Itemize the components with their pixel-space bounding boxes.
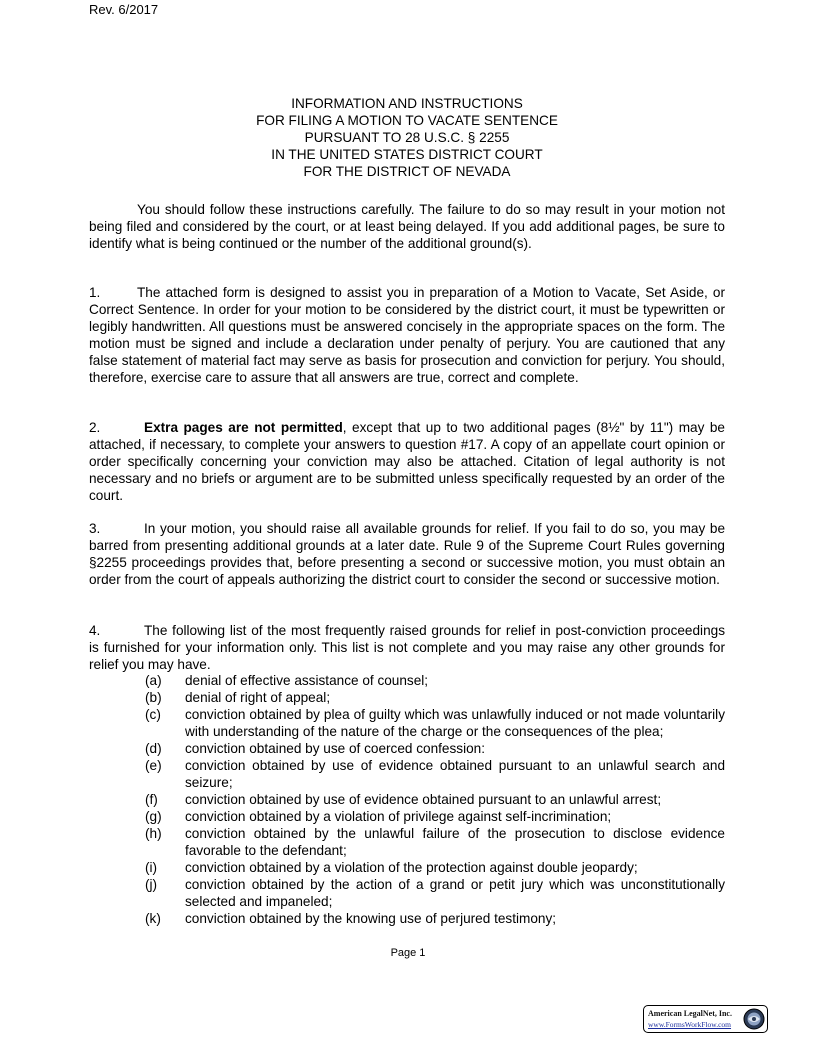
item-bold-lead: Extra pages are not permitted	[144, 420, 343, 435]
list-item	[145, 791, 725, 808]
list-item-label: (c)	[145, 707, 161, 722]
list-item-text: conviction obtained by use of evidence obtained pursuant to an unlawful search and seizure;	[185, 758, 725, 790]
instruction-item-4	[89, 622, 725, 673]
item-number: 4.	[89, 623, 101, 638]
item-text: , except that up to two additional pages (8½" by 11") may be attached, if necessary, to complete your answers to question #17. A copy of an appellate court opinion or order specifically concerning your conviction may also be attached. Citation of legal authority is not necessary and no briefs or argument are to be submitted unless specifically requested by an order of the court.	[89, 420, 725, 503]
list-item	[145, 672, 725, 689]
title-line: IN THE UNITED STATES DISTRICT COURT	[271, 147, 543, 162]
list-item-label: (d)	[145, 741, 162, 756]
list-item	[145, 910, 725, 927]
list-item	[145, 706, 725, 740]
globe-icon	[743, 1008, 765, 1030]
list-item-text: conviction obtained by use of evidence obtained pursuant to an unlawful arrest;	[185, 792, 662, 807]
list-item-text: conviction obtained by the action of a grand or petit jury which was unconstitutionally selected and impaneled;	[185, 877, 725, 909]
title-line: INFORMATION AND INSTRUCTIONS	[291, 96, 523, 111]
list-item-label: (g)	[145, 809, 162, 824]
list-item-label: (f)	[145, 792, 158, 807]
item-number: 2.	[89, 420, 101, 435]
instruction-item-2	[89, 419, 725, 504]
document-title	[89, 95, 725, 180]
item-number: 3.	[89, 521, 101, 536]
list-item-label: (e)	[145, 758, 162, 773]
list-item	[145, 808, 725, 825]
list-item-label: (h)	[145, 826, 162, 841]
list-item-text: conviction obtained by a violation of the protection against double jeopardy;	[185, 860, 638, 875]
list-item-text: denial of right of appeal;	[185, 690, 331, 705]
title-line: FOR FILING A MOTION TO VACATE SENTENCE	[256, 113, 558, 128]
item-text: The attached form is designed to assist you in preparation of a Motion to Vacate, Set Aside, or Correct Sentence. In order for your motion to be considered by the district court, it must be typewritten or legibly handwritten. All questions must be answered concisely in the appropriate spaces on the form. The motion must be signed and include a declaration under penalty of perjury. You are cautioned that any false statement of material fact may serve as basis for prosecution and conviction for perjury. You should, therefore, exercise care to assure that all answers are true, correct and complete.	[89, 285, 725, 385]
list-item-text: conviction obtained by the knowing use of perjured testimony;	[185, 911, 557, 926]
list-item-text: denial of effective assistance of counsel;	[185, 673, 429, 688]
list-item	[145, 689, 725, 706]
list-item-text: conviction obtained by plea of guilty which was unlawfully induced or not made voluntarily with understanding of the nature of the charge or the consequences of the plea;	[185, 707, 725, 739]
title-line: FOR THE DISTRICT OF NEVADA	[303, 164, 511, 179]
revision-label: Rev. 6/2017	[89, 2, 159, 17]
logo-company-name: American LegalNet, Inc.	[648, 1009, 732, 1018]
list-item-label: (b)	[145, 690, 162, 705]
list-item	[145, 757, 725, 791]
intro-paragraph: You should follow these instructions carefully. The failure to do so may result in your motion not being filed and considered by the court, or at least being delayed. If you add additional pages, be sure to identify what is being continued or the number of the additional ground(s).	[89, 202, 725, 251]
title-line: PURSUANT TO 28 U.S.C. § 2255	[304, 130, 510, 145]
list-item-text: conviction obtained by the unlawful failure of the prosecution to disclose evidence favorable to the defendant;	[185, 826, 725, 858]
logo-url-link[interactable]: www.FormsWorkFlow.com	[648, 1020, 732, 1029]
page-number: Page 1	[390, 947, 426, 959]
list-item-text: conviction obtained by a violation of privilege against self-incrimination;	[185, 809, 612, 824]
list-item-label: (k)	[145, 911, 161, 926]
list-item	[145, 825, 725, 859]
instruction-item-3	[89, 520, 725, 588]
instruction-item-1	[89, 284, 725, 386]
list-item-label: (i)	[145, 860, 158, 875]
list-item-text: conviction obtained by use of coerced confession:	[185, 741, 486, 756]
list-item	[145, 876, 725, 910]
list-item-label: (j)	[145, 877, 158, 892]
grounds-list	[145, 672, 725, 927]
item-number: 1.	[89, 285, 101, 300]
list-item	[145, 740, 725, 757]
item-text: The following list of the most frequently raised grounds for relief in post-conviction proceedings is furnished for your information only. This list is not complete and you may raise any other grounds for relief you may have.	[89, 623, 725, 672]
item-text: In your motion, you should raise all available grounds for relief. If you fail to do so, you may be barred from presenting additional grounds at a later date. Rule 9 of the Supreme Court Rules governing §2255 proceedings provides that, before presenting a second or successive motion, you must obtain an order from the court of appeals authorizing the district court to consider the second or successive motion.	[89, 521, 725, 587]
list-item-label: (a)	[145, 673, 162, 688]
list-item	[145, 859, 725, 876]
americanlegalnet-logo[interactable]	[643, 1005, 768, 1033]
